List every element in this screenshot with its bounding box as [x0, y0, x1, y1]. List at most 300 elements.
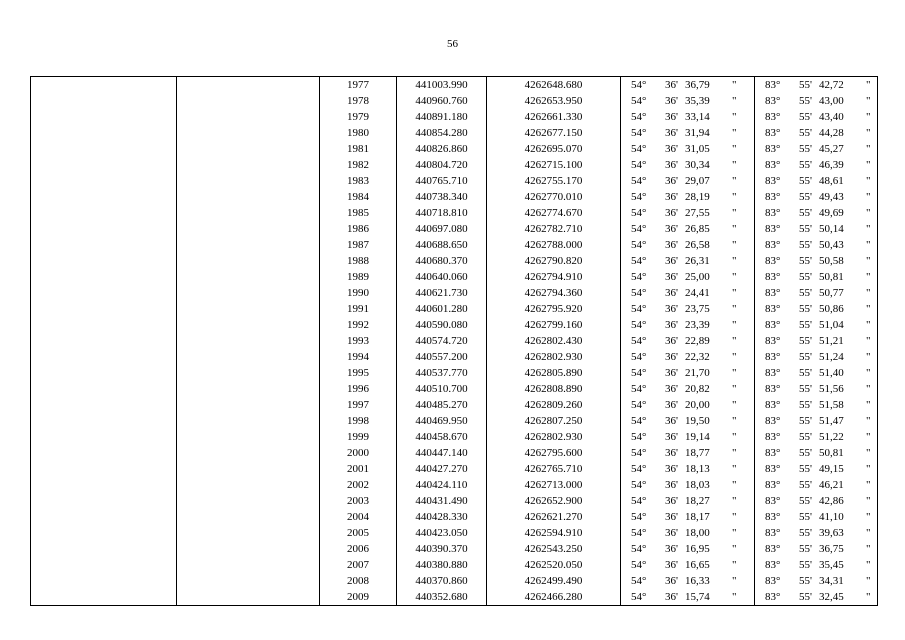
point-number: 1984	[320, 189, 397, 205]
latitude-minutes: 36'	[665, 127, 678, 139]
x-coordinate: 440380.880	[397, 557, 487, 573]
latitude-minutes: 36'	[665, 559, 678, 571]
longitude-degrees: 83°	[765, 511, 781, 523]
y-coordinate: 4262653.950	[487, 93, 621, 109]
latitude-cell	[621, 477, 755, 493]
x-coordinate: 440574.720	[397, 333, 487, 349]
latitude-seconds: 31,05	[685, 143, 710, 155]
x-coordinate: 440688.650	[397, 237, 487, 253]
latitude-degrees: 54°	[631, 335, 647, 347]
latitude-degrees: 54°	[631, 383, 647, 395]
latitude-minutes: 36'	[665, 319, 678, 331]
latitude-seconds-mark: "	[732, 79, 737, 91]
latitude-minutes: 36'	[665, 447, 678, 459]
x-coordinate: 440427.270	[397, 461, 487, 477]
blank-cell	[31, 269, 177, 285]
latitude-seconds: 22,32	[685, 351, 710, 363]
table-row	[31, 317, 878, 333]
blank-cell	[177, 589, 320, 606]
longitude-degrees: 83°	[765, 111, 781, 123]
latitude-seconds: 16,33	[685, 575, 710, 587]
longitude-seconds: 51,47	[819, 415, 844, 427]
latitude-minutes: 36'	[665, 303, 678, 315]
y-coordinate: 4262621.270	[487, 509, 621, 525]
table-row	[31, 285, 878, 301]
longitude-seconds-mark: "	[866, 255, 871, 267]
point-number: 1995	[320, 365, 397, 381]
blank-cell	[31, 125, 177, 141]
longitude-cell	[755, 541, 878, 557]
blank-cell	[177, 429, 320, 445]
longitude-seconds: 51,40	[819, 367, 844, 379]
table-row	[31, 525, 878, 541]
longitude-minutes: 55'	[799, 95, 812, 107]
y-coordinate: 4262520.050	[487, 557, 621, 573]
latitude-minutes: 36'	[665, 223, 678, 235]
y-coordinate: 4262765.710	[487, 461, 621, 477]
blank-cell	[177, 93, 320, 109]
point-number: 1999	[320, 429, 397, 445]
longitude-degrees: 83°	[765, 447, 781, 459]
latitude-seconds-mark: "	[732, 431, 737, 443]
point-number: 1997	[320, 397, 397, 413]
blank-cell	[177, 317, 320, 333]
latitude-degrees: 54°	[631, 399, 647, 411]
x-coordinate: 440370.860	[397, 573, 487, 589]
latitude-degrees: 54°	[631, 495, 647, 507]
x-coordinate: 440960.760	[397, 93, 487, 109]
latitude-degrees: 54°	[631, 559, 647, 571]
longitude-degrees: 83°	[765, 479, 781, 491]
point-number: 1989	[320, 269, 397, 285]
longitude-minutes: 55'	[799, 479, 812, 491]
blank-cell	[31, 173, 177, 189]
latitude-degrees: 54°	[631, 239, 647, 251]
longitude-cell	[755, 493, 878, 509]
y-coordinate: 4262790.820	[487, 253, 621, 269]
y-coordinate: 4262594.910	[487, 525, 621, 541]
longitude-cell	[755, 317, 878, 333]
x-coordinate: 440485.270	[397, 397, 487, 413]
coordinates-table-body	[31, 77, 878, 606]
latitude-seconds: 24,41	[685, 287, 710, 299]
latitude-seconds-mark: "	[732, 159, 737, 171]
blank-cell	[31, 509, 177, 525]
longitude-seconds-mark: "	[866, 431, 871, 443]
longitude-cell	[755, 93, 878, 109]
longitude-seconds-mark: "	[866, 207, 871, 219]
latitude-seconds-mark: "	[732, 463, 737, 475]
longitude-minutes: 55'	[799, 527, 812, 539]
latitude-degrees: 54°	[631, 351, 647, 363]
latitude-cell	[621, 493, 755, 509]
longitude-degrees: 83°	[765, 351, 781, 363]
longitude-minutes: 55'	[799, 511, 812, 523]
blank-cell	[31, 157, 177, 173]
blank-cell	[177, 173, 320, 189]
latitude-seconds: 30,34	[685, 159, 710, 171]
longitude-seconds-mark: "	[866, 223, 871, 235]
latitude-seconds-mark: "	[732, 239, 737, 251]
point-number: 1983	[320, 173, 397, 189]
point-number: 2006	[320, 541, 397, 557]
longitude-cell	[755, 269, 878, 285]
longitude-minutes: 55'	[799, 79, 812, 91]
longitude-seconds: 45,27	[819, 143, 844, 155]
longitude-seconds-mark: "	[866, 111, 871, 123]
longitude-seconds-mark: "	[866, 479, 871, 491]
latitude-seconds: 23,75	[685, 303, 710, 315]
y-coordinate: 4262794.360	[487, 285, 621, 301]
longitude-degrees: 83°	[765, 543, 781, 555]
x-coordinate: 440680.370	[397, 253, 487, 269]
latitude-degrees: 54°	[631, 463, 647, 475]
blank-cell	[177, 541, 320, 557]
blank-cell	[31, 333, 177, 349]
blank-cell	[31, 93, 177, 109]
longitude-seconds: 46,39	[819, 159, 844, 171]
latitude-seconds-mark: "	[732, 559, 737, 571]
x-coordinate: 440390.370	[397, 541, 487, 557]
latitude-cell	[621, 445, 755, 461]
blank-cell	[31, 317, 177, 333]
latitude-cell	[621, 317, 755, 333]
table-row	[31, 477, 878, 493]
table-row	[31, 109, 878, 125]
blank-cell	[177, 381, 320, 397]
latitude-seconds: 35,39	[685, 95, 710, 107]
point-number: 2003	[320, 493, 397, 509]
latitude-seconds-mark: "	[732, 575, 737, 587]
latitude-seconds: 18,00	[685, 527, 710, 539]
longitude-minutes: 55'	[799, 415, 812, 427]
blank-cell	[177, 461, 320, 477]
longitude-seconds: 43,00	[819, 95, 844, 107]
latitude-cell	[621, 221, 755, 237]
longitude-minutes: 55'	[799, 447, 812, 459]
latitude-minutes: 36'	[665, 543, 678, 555]
x-coordinate: 440458.670	[397, 429, 487, 445]
y-coordinate: 4262713.000	[487, 477, 621, 493]
longitude-cell	[755, 445, 878, 461]
longitude-seconds-mark: "	[866, 367, 871, 379]
y-coordinate: 4262715.100	[487, 157, 621, 173]
blank-cell	[177, 189, 320, 205]
latitude-degrees: 54°	[631, 111, 647, 123]
table-row	[31, 397, 878, 413]
point-number: 1991	[320, 301, 397, 317]
longitude-seconds: 49,15	[819, 463, 844, 475]
blank-cell	[177, 157, 320, 173]
table-row	[31, 333, 878, 349]
table-row	[31, 445, 878, 461]
latitude-cell	[621, 589, 755, 606]
latitude-degrees: 54°	[631, 447, 647, 459]
blank-cell	[177, 141, 320, 157]
x-coordinate: 440469.950	[397, 413, 487, 429]
table-row	[31, 125, 878, 141]
latitude-seconds-mark: "	[732, 447, 737, 459]
latitude-degrees: 54°	[631, 591, 647, 603]
latitude-seconds: 18,03	[685, 479, 710, 491]
longitude-minutes: 55'	[799, 559, 812, 571]
longitude-cell	[755, 333, 878, 349]
latitude-minutes: 36'	[665, 111, 678, 123]
table-row	[31, 493, 878, 509]
latitude-degrees: 54°	[631, 255, 647, 267]
y-coordinate: 4262802.930	[487, 349, 621, 365]
latitude-cell	[621, 109, 755, 125]
latitude-degrees: 54°	[631, 271, 647, 283]
latitude-seconds-mark: "	[732, 223, 737, 235]
latitude-seconds: 16,95	[685, 543, 710, 555]
latitude-seconds: 26,31	[685, 255, 710, 267]
longitude-seconds: 43,40	[819, 111, 844, 123]
y-coordinate: 4262799.160	[487, 317, 621, 333]
x-coordinate: 440424.110	[397, 477, 487, 493]
y-coordinate: 4262795.920	[487, 301, 621, 317]
longitude-seconds: 48,61	[819, 175, 844, 187]
x-coordinate: 440891.180	[397, 109, 487, 125]
blank-cell	[31, 109, 177, 125]
longitude-degrees: 83°	[765, 223, 781, 235]
longitude-seconds: 49,43	[819, 191, 844, 203]
longitude-seconds-mark: "	[866, 511, 871, 523]
latitude-degrees: 54°	[631, 207, 647, 219]
y-coordinate: 4262652.900	[487, 493, 621, 509]
blank-cell	[31, 541, 177, 557]
latitude-cell	[621, 333, 755, 349]
blank-cell	[31, 301, 177, 317]
point-number: 1979	[320, 109, 397, 125]
longitude-cell	[755, 125, 878, 141]
longitude-degrees: 83°	[765, 319, 781, 331]
latitude-seconds-mark: "	[732, 335, 737, 347]
latitude-degrees: 54°	[631, 415, 647, 427]
longitude-seconds-mark: "	[866, 159, 871, 171]
blank-cell	[177, 365, 320, 381]
longitude-seconds: 35,45	[819, 559, 844, 571]
latitude-seconds-mark: "	[732, 479, 737, 491]
latitude-minutes: 36'	[665, 383, 678, 395]
latitude-cell	[621, 173, 755, 189]
table-row	[31, 365, 878, 381]
blank-cell	[177, 397, 320, 413]
longitude-minutes: 55'	[799, 351, 812, 363]
latitude-degrees: 54°	[631, 303, 647, 315]
point-number: 2008	[320, 573, 397, 589]
table-row	[31, 269, 878, 285]
table-row	[31, 205, 878, 221]
latitude-seconds-mark: "	[732, 271, 737, 283]
latitude-seconds: 18,17	[685, 511, 710, 523]
longitude-minutes: 55'	[799, 399, 812, 411]
latitude-seconds-mark: "	[732, 319, 737, 331]
latitude-degrees: 54°	[631, 175, 647, 187]
blank-cell	[177, 285, 320, 301]
longitude-seconds-mark: "	[866, 271, 871, 283]
longitude-seconds: 34,31	[819, 575, 844, 587]
latitude-cell	[621, 269, 755, 285]
longitude-cell	[755, 189, 878, 205]
latitude-degrees: 54°	[631, 143, 647, 155]
latitude-degrees: 54°	[631, 223, 647, 235]
latitude-minutes: 36'	[665, 79, 678, 91]
latitude-seconds-mark: "	[732, 351, 737, 363]
longitude-seconds-mark: "	[866, 303, 871, 315]
table-row	[31, 221, 878, 237]
longitude-degrees: 83°	[765, 415, 781, 427]
longitude-degrees: 83°	[765, 575, 781, 587]
longitude-seconds-mark: "	[866, 143, 871, 155]
latitude-seconds: 20,82	[685, 383, 710, 395]
blank-cell	[31, 237, 177, 253]
x-coordinate: 440738.340	[397, 189, 487, 205]
point-number: 1986	[320, 221, 397, 237]
longitude-seconds: 49,69	[819, 207, 844, 219]
latitude-degrees: 54°	[631, 79, 647, 91]
blank-cell	[177, 445, 320, 461]
latitude-cell	[621, 205, 755, 221]
x-coordinate: 440854.280	[397, 125, 487, 141]
longitude-seconds: 42,86	[819, 495, 844, 507]
longitude-degrees: 83°	[765, 79, 781, 91]
latitude-cell	[621, 77, 755, 94]
latitude-seconds: 21,70	[685, 367, 710, 379]
point-number: 2001	[320, 461, 397, 477]
y-coordinate: 4262648.680	[487, 77, 621, 94]
longitude-degrees: 83°	[765, 207, 781, 219]
x-coordinate: 440510.700	[397, 381, 487, 397]
latitude-seconds: 15,74	[685, 591, 710, 603]
latitude-minutes: 36'	[665, 143, 678, 155]
longitude-degrees: 83°	[765, 383, 781, 395]
longitude-seconds: 51,21	[819, 335, 844, 347]
longitude-seconds: 44,28	[819, 127, 844, 139]
longitude-cell	[755, 589, 878, 606]
longitude-minutes: 55'	[799, 287, 812, 299]
longitude-degrees: 83°	[765, 495, 781, 507]
table-row	[31, 509, 878, 525]
latitude-seconds-mark: "	[732, 191, 737, 203]
longitude-seconds: 50,58	[819, 255, 844, 267]
longitude-minutes: 55'	[799, 271, 812, 283]
y-coordinate: 4262755.170	[487, 173, 621, 189]
y-coordinate: 4262695.070	[487, 141, 621, 157]
latitude-cell	[621, 141, 755, 157]
latitude-minutes: 36'	[665, 479, 678, 491]
latitude-seconds-mark: "	[732, 527, 737, 539]
latitude-minutes: 36'	[665, 511, 678, 523]
latitude-degrees: 54°	[631, 543, 647, 555]
longitude-cell	[755, 77, 878, 94]
latitude-minutes: 36'	[665, 351, 678, 363]
latitude-seconds-mark: "	[732, 383, 737, 395]
latitude-cell	[621, 365, 755, 381]
latitude-seconds: 18,27	[685, 495, 710, 507]
latitude-minutes: 36'	[665, 527, 678, 539]
blank-cell	[31, 429, 177, 445]
latitude-minutes: 36'	[665, 95, 678, 107]
point-number: 1977	[320, 77, 397, 94]
latitude-seconds: 22,89	[685, 335, 710, 347]
blank-cell	[31, 445, 177, 461]
longitude-seconds: 50,43	[819, 239, 844, 251]
longitude-seconds-mark: "	[866, 463, 871, 475]
longitude-degrees: 83°	[765, 303, 781, 315]
table-row	[31, 157, 878, 173]
latitude-seconds: 18,77	[685, 447, 710, 459]
longitude-seconds: 42,72	[819, 79, 844, 91]
point-number: 1978	[320, 93, 397, 109]
longitude-seconds: 51,58	[819, 399, 844, 411]
longitude-minutes: 55'	[799, 575, 812, 587]
latitude-seconds: 31,94	[685, 127, 710, 139]
longitude-seconds: 50,14	[819, 223, 844, 235]
blank-cell	[31, 589, 177, 606]
blank-cell	[31, 381, 177, 397]
longitude-seconds-mark: "	[866, 447, 871, 459]
latitude-minutes: 36'	[665, 431, 678, 443]
blank-cell	[177, 573, 320, 589]
x-coordinate: 440826.860	[397, 141, 487, 157]
longitude-degrees: 83°	[765, 271, 781, 283]
x-coordinate: 440640.060	[397, 269, 487, 285]
blank-cell	[177, 493, 320, 509]
table-row	[31, 237, 878, 253]
x-coordinate: 440697.080	[397, 221, 487, 237]
y-coordinate: 4262794.910	[487, 269, 621, 285]
longitude-seconds-mark: "	[866, 383, 871, 395]
latitude-minutes: 36'	[665, 175, 678, 187]
latitude-degrees: 54°	[631, 191, 647, 203]
blank-cell	[31, 557, 177, 573]
latitude-degrees: 54°	[631, 159, 647, 171]
latitude-seconds-mark: "	[732, 495, 737, 507]
latitude-minutes: 36'	[665, 495, 678, 507]
x-coordinate: 440423.050	[397, 525, 487, 541]
longitude-minutes: 55'	[799, 431, 812, 443]
latitude-minutes: 36'	[665, 575, 678, 587]
longitude-degrees: 83°	[765, 367, 781, 379]
latitude-cell	[621, 461, 755, 477]
longitude-cell	[755, 285, 878, 301]
longitude-cell	[755, 205, 878, 221]
blank-cell	[177, 477, 320, 493]
latitude-seconds-mark: "	[732, 207, 737, 219]
longitude-seconds-mark: "	[866, 543, 871, 555]
table-row	[31, 77, 878, 94]
latitude-minutes: 36'	[665, 463, 678, 475]
longitude-cell	[755, 349, 878, 365]
longitude-cell	[755, 221, 878, 237]
longitude-seconds-mark: "	[866, 527, 871, 539]
latitude-cell	[621, 157, 755, 173]
longitude-cell	[755, 381, 878, 397]
longitude-seconds-mark: "	[866, 559, 871, 571]
latitude-cell	[621, 541, 755, 557]
longitude-degrees: 83°	[765, 335, 781, 347]
table-row	[31, 589, 878, 606]
latitude-cell	[621, 189, 755, 205]
latitude-seconds: 36,79	[685, 79, 710, 91]
x-coordinate: 440447.140	[397, 445, 487, 461]
x-coordinate: 440352.680	[397, 589, 487, 606]
longitude-minutes: 55'	[799, 303, 812, 315]
point-number: 1990	[320, 285, 397, 301]
latitude-cell	[621, 381, 755, 397]
latitude-seconds-mark: "	[732, 367, 737, 379]
